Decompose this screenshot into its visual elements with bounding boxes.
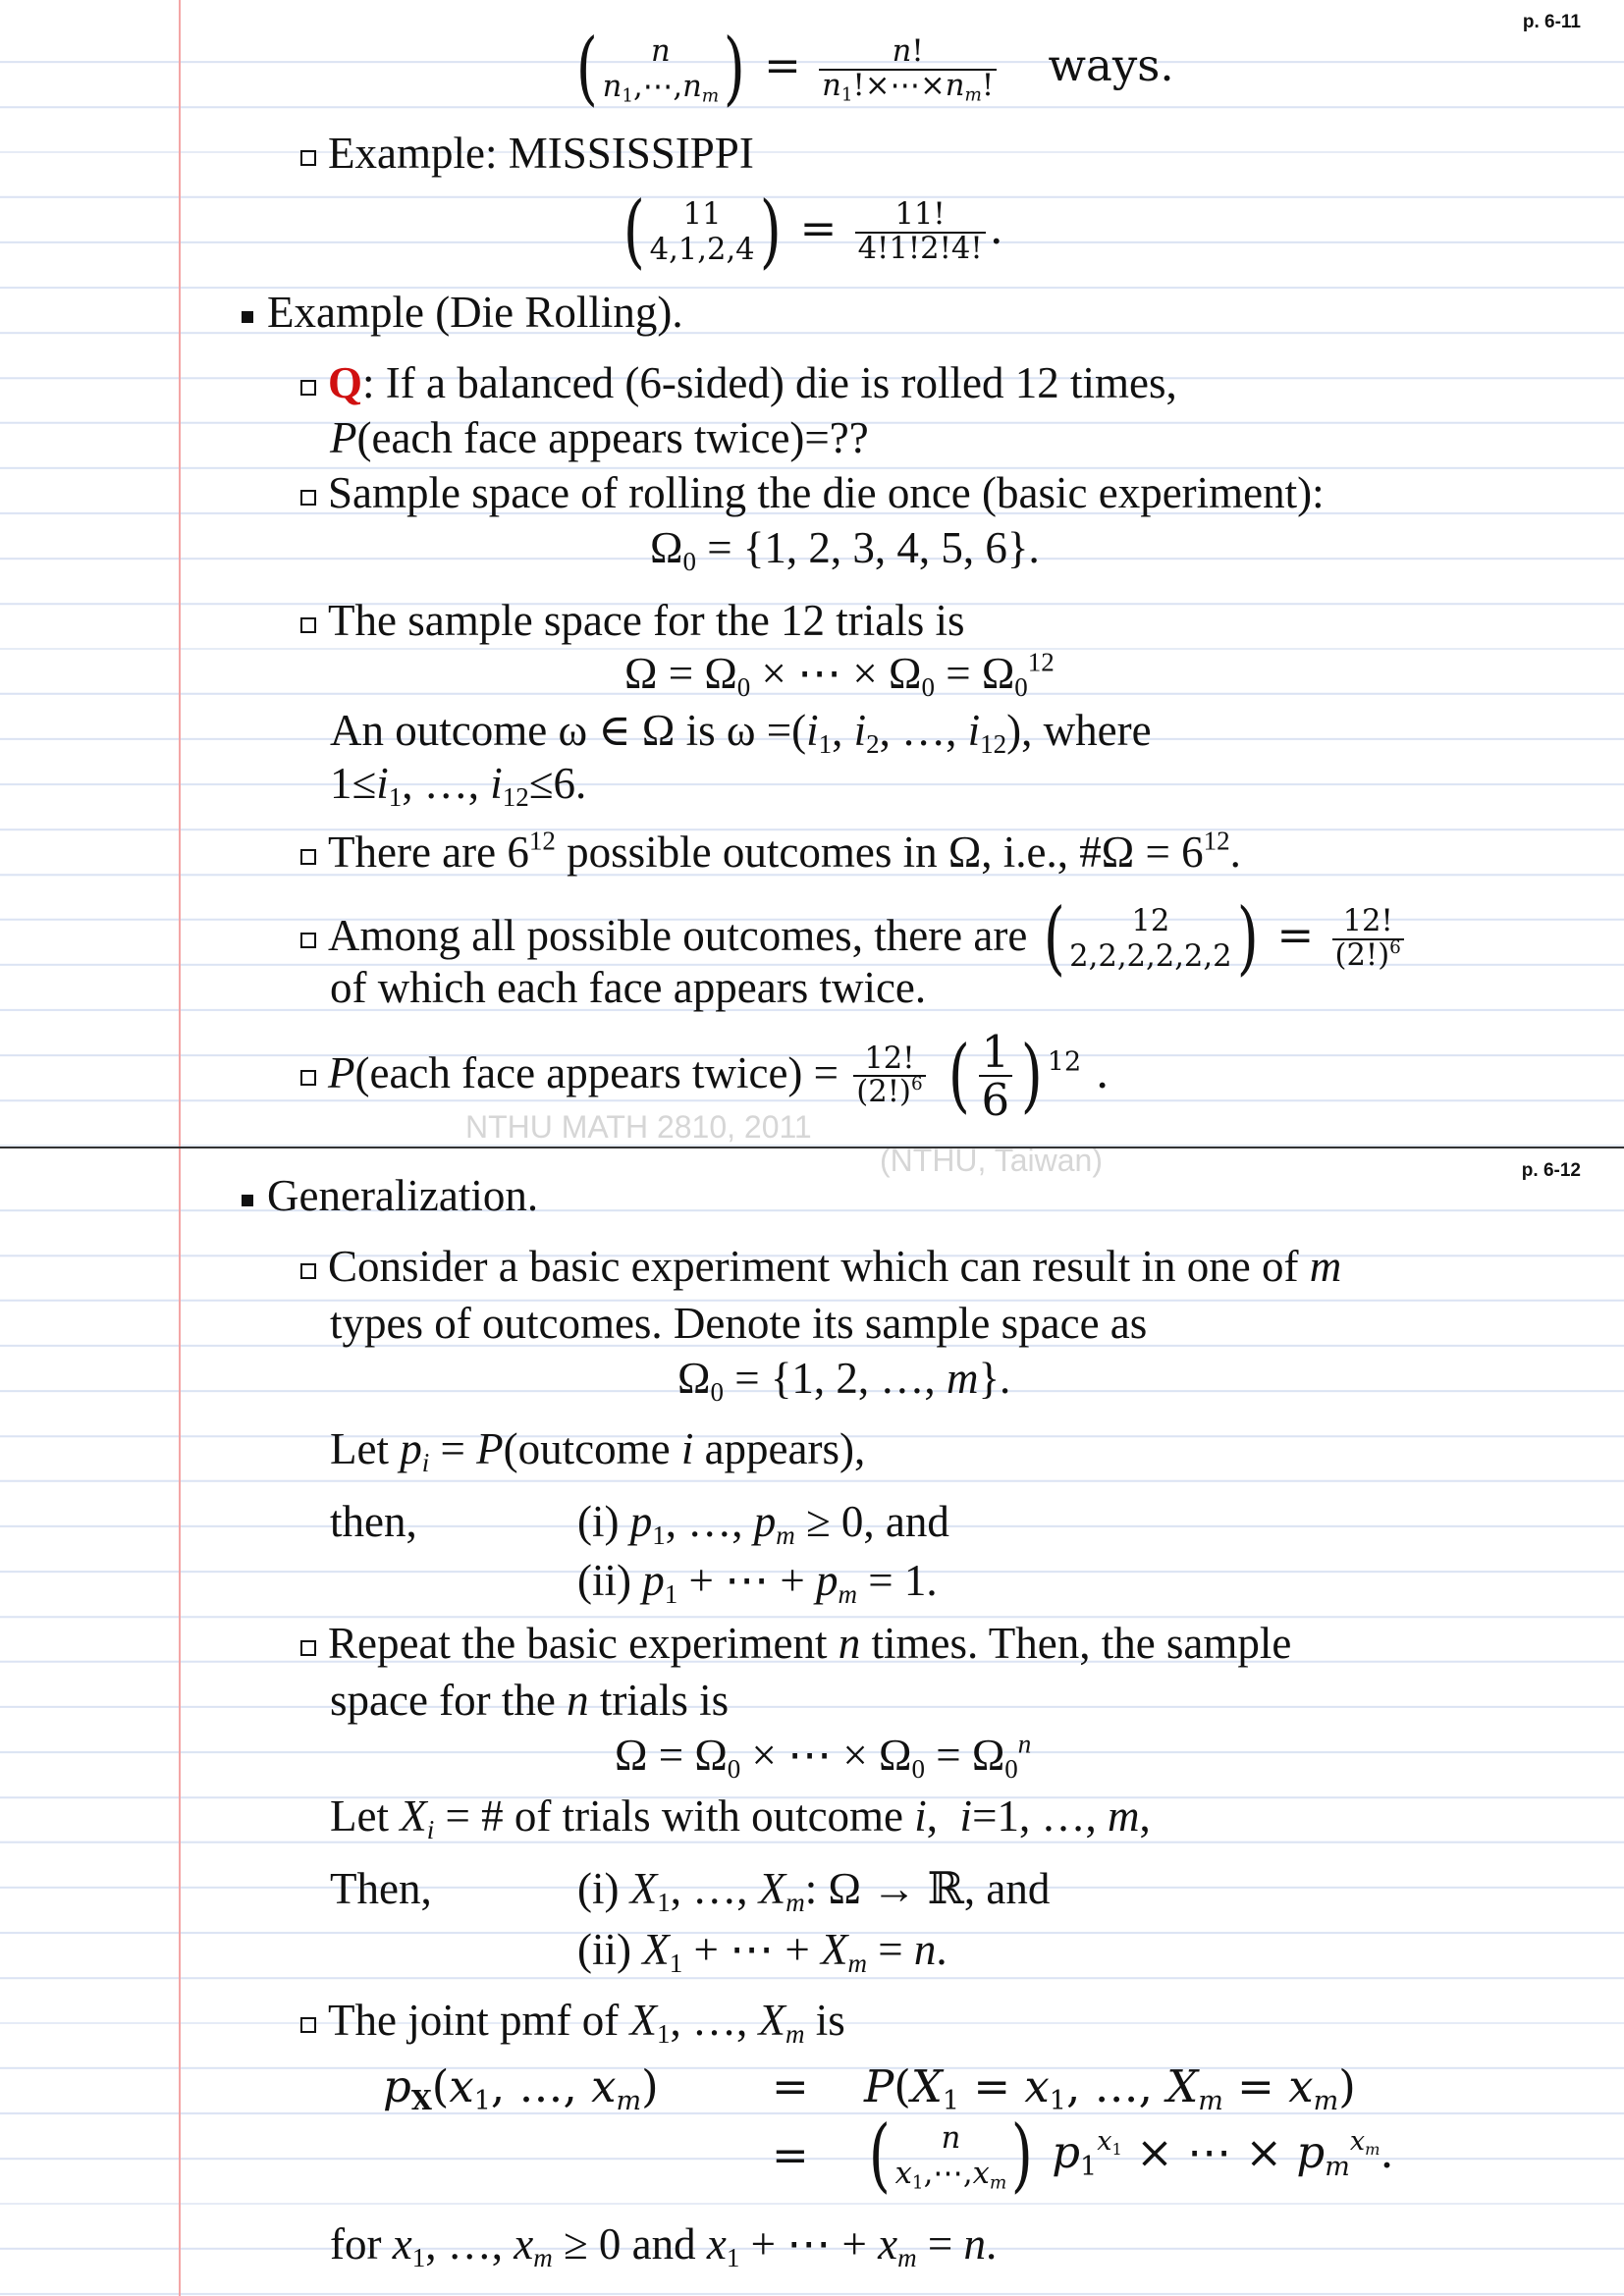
bullet-icon — [300, 380, 316, 396]
bullet-icon — [300, 1070, 316, 1086]
filled-bullet-icon — [242, 311, 253, 323]
omega-product-n: $\Omega = \Omega_0$ × ⋯ × $\Omega_0 = \Omega_0^n$ — [615, 1729, 1032, 1785]
omega-product: $\Omega = \Omega_0$ × ⋯ × $\Omega_0 = \Omega_0^{12}$ — [624, 647, 1055, 703]
watermark-affiliation: (NTHU, Taiwan) — [880, 1148, 1103, 1178]
bullet-icon — [300, 490, 316, 506]
then2-label: Then, — [330, 1864, 432, 1913]
bullet-icon — [300, 849, 316, 865]
repeat-line-2: space for the n trials is — [330, 1676, 730, 1725]
bullet-icon — [300, 617, 316, 633]
let-x-line: Let $X_i$ = # of trials with outcome i, i=1, …, m, — [330, 1791, 1151, 1845]
generalization-heading: Generalization. — [242, 1170, 538, 1221]
sample-space-12: The sample space for the 12 trials is — [300, 595, 965, 646]
outcome-line: An outcome ω ∈ Ω is $\omega =(i_1$, $i_2$, …, $i_{12}$), where — [330, 706, 1152, 760]
pmf-equals-1: = — [772, 2060, 809, 2112]
example-die-heading: Example (Die Rolling). — [242, 287, 683, 338]
consider-line-2: types of outcomes. Denote its sample space as — [330, 1299, 1148, 1348]
omega0-definition: $\Omega_0 = \{1$, 2, 3, 4, 5, 6}. — [650, 523, 1040, 577]
x-condition-1: (i) $X_1$, …, $X_m$: Ω → ℝ, and — [577, 1864, 1051, 1918]
pmf-equals-2: = — [772, 2129, 809, 2181]
let-p-line: Let $p_i$ = P(outcome i appears), — [330, 1424, 866, 1478]
mississippi-formula: ( 11 4,1,2,4 ) = $\frac{11!}{4!1!2!4!}$ . — [623, 186, 1003, 278]
joint-pmf-line: The joint pmf of $X_1$, …, $X_m$ is — [300, 1995, 845, 2046]
probability-result: P(each face appears twice) = $\frac{12!}{(2!)^6}$ ( $\frac{1}{6}$ ) $^{12}$ . — [300, 1029, 1110, 1124]
multinomial-formula: ( n $n_1,\cdots,n_m$ ) = $\frac{n!}{n_1!\times\cdots\times n_m!}$ ways. — [575, 23, 1174, 115]
pmf-formula-rhs-1: $P(X_1 = x_1$, …, $X_m = x_m$) — [864, 2060, 1356, 2117]
pmf-formula-rhs-2: ( n $x_1,\cdots,x_m$ ) $p_1^{x_1}$ × ⋯ × $p_m^{x_m}$. — [868, 2109, 1394, 2202]
among-outcomes-2: of which each face appears twice. — [330, 963, 927, 1012]
among-outcomes: Among all possible outcomes, there are ( 12 2,2,2,2,2,2 ) = $\frac{12!}{(2!)^6}$ — [300, 899, 1408, 979]
outcome-range: $1\le i_1$, …, $i_{12}\le 6$. — [330, 759, 587, 813]
page-number: p. 6-12 — [1521, 1160, 1581, 1181]
margin-rule — [179, 0, 181, 1147]
bullet-icon — [300, 2017, 316, 2033]
pmf-formula-lhs: $p_X(x_1$, …, $x_m$) — [383, 2060, 659, 2117]
question-label: Q — [328, 358, 363, 407]
support-line: for $x_1$, …, $x_m \ge 0$ and $x_1$ + ⋯ + $x_m = n$. — [330, 2219, 998, 2273]
filled-bullet-icon — [242, 1195, 253, 1206]
then-label: then, — [330, 1497, 417, 1546]
number-of-outcomes: There are $6^{12}$ possible outcomes in Ω, i.e., #Ω = $6^{12}$. — [300, 827, 1241, 878]
sample-space-once: Sample space of rolling the die once (basic experiment): — [300, 467, 1325, 518]
omega0-general: $\Omega_0 = \{1$, 2, …, m}. — [677, 1354, 1011, 1408]
bullet-icon — [300, 933, 316, 948]
p-condition-2: (ii) $p_1$ + ⋯ + $p_m = 1$. — [577, 1556, 938, 1610]
question-line-2: P(each face appears twice)=?? — [330, 413, 869, 462]
margin-rule — [179, 1148, 181, 2296]
slide-page-6-11 — [0, 0, 1624, 1147]
watermark-course: NTHU MATH 2810, 2011 — [465, 1109, 812, 1145]
page-number: p. 6-11 — [1522, 12, 1581, 32]
example-mississippi: Example: MISSISSIPPI — [300, 128, 754, 179]
slide-page-6-12 — [0, 1148, 1624, 2296]
bullet-icon — [300, 1263, 316, 1279]
x-condition-2: (ii) $X_1$ + ⋯ + $X_m = n$. — [577, 1925, 947, 1979]
bullet-icon — [300, 150, 316, 166]
question-line: Q: If a balanced (6-sided) die is rolled 12 times, — [300, 357, 1177, 408]
bullet-icon — [300, 1640, 316, 1656]
consider-line: Consider a basic experiment which can result in one of m — [300, 1241, 1341, 1292]
p-condition-1: (i) $p_1$, …, $p_m \ge 0$, and — [577, 1497, 949, 1551]
repeat-line: Repeat the basic experiment n times. Then, the sample — [300, 1618, 1291, 1669]
